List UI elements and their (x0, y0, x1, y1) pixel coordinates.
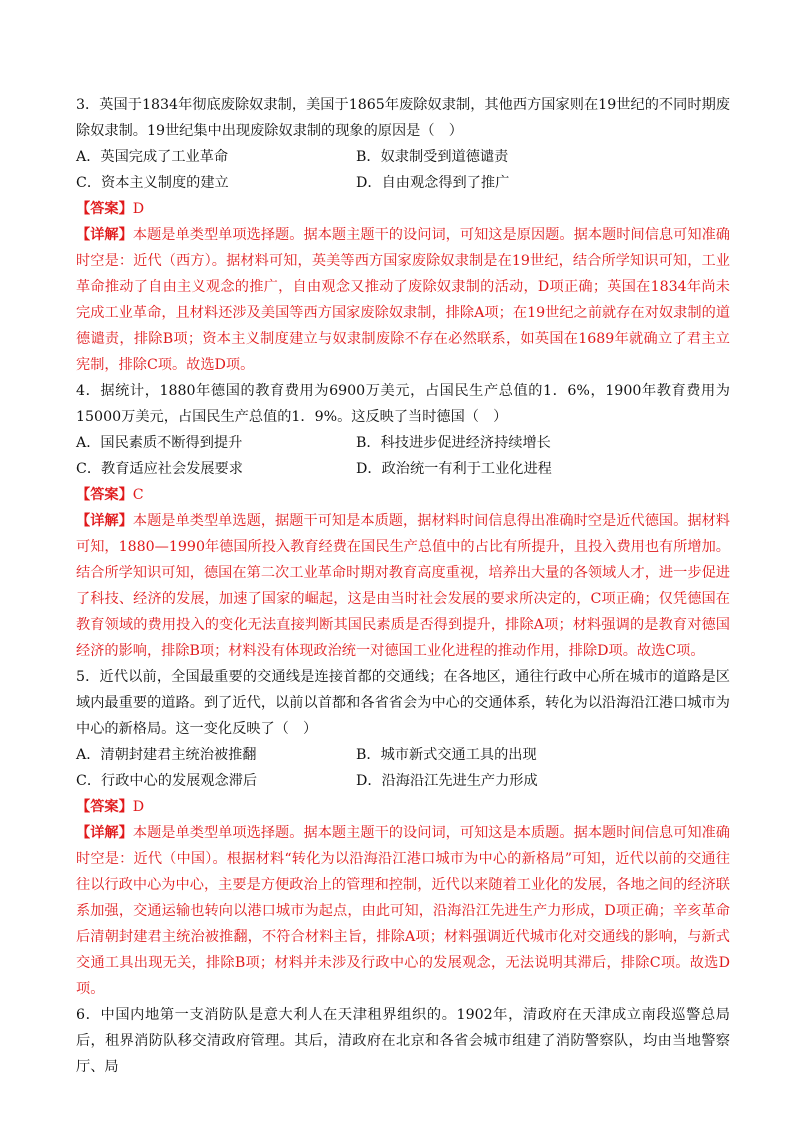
explanation-text: 本题是单类型单选题，据题干可知是本质题，据材料时间信息得出准确时空是近代德国。据材料可知，1880—1990年德国所投入教育经费在国民生产总值中的占比有所提升，且投入费用也有所增加。结合所学知识可知，德国在第二次工业革命时期对教育高度重视，培养出大量的各领域人才，进一步促进了科技、经济的发展，加速了国家的崛起，这是由当时社会发展的要求所决定的，C项正确；仅凭德国在教育领域的费用投入的变化无法直接判断其国民素质是否得到提升，排除A项；材料强调的是教育对德国经济的影响，排除B项；材料没有体现政治统一对德国工业化进程的推动作用，排除D项。故选C项。 (76, 513, 730, 659)
option-c: C．行政中心的发展观念滞后 (76, 773, 258, 789)
option-b: B．城市新式交通工具的出现 (356, 747, 537, 763)
explanation-tag: 【详解】 (76, 825, 133, 841)
option-d: D．政治统一有利于工业化进程 (356, 461, 552, 477)
explanation-text: 本题是单类型单项选择题。据本题主题干的设问词，可知这是原因题。据本题时间信息可知准确时空是：近代（西方）。据材料可知，英美等西方国家废除奴隶制是在19世纪，结合所学知识可知，工业革命推动了自由主义观念的推广，自由观念又推动了废除奴隶制的活动，D项正确；英国在1834年尚未完成工业革命，且材料还涉及美国等西方国家废除奴隶制，排除A项；在19世纪之前就存在对奴隶制的道德谴责，排除B项；资本主义制度建立与奴隶制废除不存在必然联系，如英国在1689年就确立了君主立宪制，排除C项。故选D项。 (76, 227, 730, 373)
option-c: C．教育适应社会发展要求 (76, 461, 243, 477)
option-c: C．资本主义制度的建立 (76, 175, 229, 191)
answer-tag: 【答案】 (76, 799, 133, 815)
explanation (76, 508, 730, 664)
option-a: A．英国完成了工业革命 (76, 149, 229, 165)
answer-value: D (132, 201, 145, 217)
option-d: D．自由观念得到了推广 (356, 175, 510, 191)
question-stem: 6．中国内地第一支消防队是意大利人在天津租界组织的。1902年，清政府在天津成立南段巡警总局后，租界消防队移交清政府管理。其后，清政府在北京和各省会城市组建了消防警察队，均由当地警察厅、局 (76, 1007, 730, 1075)
question-4 (76, 378, 730, 664)
explanation-tag: 【详解】 (76, 513, 133, 529)
answer-line (76, 196, 730, 222)
explanation-text: 本题是单类型单项选择题。据本题主题干的设问词，可知这是本质题。据本题时间信息可知准确时空是：近代（中国）。根据材料“转化为以沿海沿江港口城市为中心的新格局”可知，近代以前的交通往往以行政中心为中心，主要是方便政治上的管理和控制，近代以来随着工业化的发展，各地之间的经济联系加强，交通运输也转向以港口城市为起点，由此可知，沿海沿江先进生产力形成，D项正确；辛亥革命后清朝封建君主统治被推翻，不符合材料主旨，排除A项；材料强调近代城市化对交通线的影响，与新式交通工具出现无关，排除B项；材料并未涉及行政中心的发展观念，无法说明其滞后，排除C项。故选D项。 (76, 825, 730, 997)
explanation (76, 820, 730, 1002)
option-list (76, 430, 730, 482)
question-5 (76, 664, 730, 1002)
answer-tag: 【答案】 (76, 487, 133, 503)
answer-line (76, 482, 730, 508)
question-stem: 3．英国于1834年彻底废除奴隶制，美国于1865年废除奴隶制，其他西方国家则在19世纪的不同时期废除奴隶制。19世纪集中出现废除奴隶制的现象的原因是（ ） (76, 97, 730, 139)
question-stem: 5．近代以前，全国最重要的交通线是连接首都的交通线；在各地区，通往行政中心所在城市的道路是区域内最重要的道路。到了近代，以前以首都和各省省会为中心的交通体系，转化为以沿海沿江港口城市为中心的新格局。这一变化反映了（ ） (76, 669, 730, 737)
question-3 (76, 92, 730, 378)
answer-value: C (132, 487, 144, 503)
option-b: B．奴隶制受到道德谴责 (356, 149, 509, 165)
option-list (76, 144, 730, 196)
option-b: B．科技进步促进经济持续增长 (356, 435, 551, 451)
explanation (76, 222, 730, 378)
answer-value: D (132, 799, 145, 815)
option-list (76, 742, 730, 794)
explanation-tag: 【详解】 (76, 227, 133, 243)
question-stem: 4．据统计，1880年德国的教育费用为6900万美元，占国民生产总值的1．6%，1900年教育费用为15000万美元，占国民生产总值的1．9%。这反映了当时德国（ ） (76, 383, 730, 425)
question-6 (76, 1002, 730, 1080)
answer-tag: 【答案】 (76, 201, 133, 217)
option-d: D．沿海沿江先进生产力形成 (356, 773, 538, 789)
option-a: A．清朝封建君主统治被推翻 (76, 747, 257, 763)
option-a: A．国民素质不断得到提升 (76, 435, 243, 451)
answer-line (76, 794, 730, 820)
